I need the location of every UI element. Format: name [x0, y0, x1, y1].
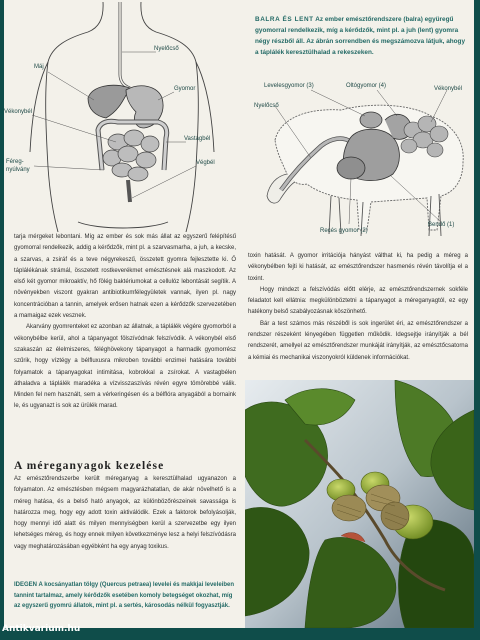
label-esophagus: Nyelőcső	[154, 46, 179, 52]
label-rectum: Végbél	[196, 160, 215, 166]
sheep-caption	[255, 14, 467, 58]
sheep-digestive-diagram	[251, 80, 473, 240]
left-paragraph-2: Akarvány gyomrenteket ez azonban az állatnak, a táplálék végére gyomorból a vékonybélbe kerül, ahol a tápanyagot fölszívódnak felszívódik. A vékonybél első szakaszán az élelmiszeres, féléghövekony tápanyagot a harmadik gyomorrész szűrik, hogy víztégy a bélfluxusra mikroben további enzimei hatására további folyamatok a tápanyagokat intimitása, kobrokkal a zsírokat. A vastagbélen áthaladva a táplálék maradéka a vízvisszaszívás révén egyre tömörebbé válik. Minden fel nem használt, sem a vérkeringésen és a bélflóra anyagából a bornaink le, és ugyanazt is sok az ürülék marad.	[14, 324, 236, 410]
right-paragraph-1: toxin hatását. A gyomor irritációja hányást válthat ki, ha pedig a méreg a vékonybélben fejti ki hatását, az emésztőrendszer hasmenés révén távolítja el a toxint.	[248, 253, 468, 282]
section-heading: A méreganyagok kezelése	[14, 460, 165, 472]
right-column-text	[248, 251, 468, 364]
label-liver: Máj	[34, 64, 44, 70]
label-sheep-esophagus: Nyelőcső	[254, 103, 279, 109]
label-stomach: Gyomor	[174, 86, 196, 92]
left-column-text	[14, 232, 236, 413]
label-reticulum: Recés gyomor (2)	[320, 228, 368, 234]
left-column-text-2	[14, 474, 236, 553]
label-large-intestine: Vastagbél	[184, 136, 211, 142]
oak-acorn-photo	[245, 380, 474, 628]
caption-text: Az ember emésztőrendszere (balra) együregű gyomorral rendelkezik, míg a kérődzők, mint pl. a juh (lent) gyomra négy részből áll. Az ábrán sorrendben és megszámozva látjuk, ahogy a táplálék keresztülhalad a rekeszeken.	[255, 16, 466, 56]
label-small-intestine: Vékonybél	[4, 109, 33, 115]
watermark: Antikvarium.hu	[2, 624, 81, 634]
human-digestive-diagram	[8, 2, 236, 232]
right-paragraph-3: Bár a test számos más részéből is sok ingerület éri, az emésztőrendszer a rendszer részeként lényegében független működik. Idegsejtje irányítják a bél rendszerét, amellyel az emésztőrendszer munkáját irányítják, az emésztőcsatorna a kémiai és mechanikai viszonyokról küldenek információkat.	[248, 320, 468, 361]
label-sheep-small-intestine: Vékonybél	[434, 86, 463, 92]
label-appendix: Féreg- nyúlvány	[6, 159, 30, 173]
book-page	[4, 0, 474, 628]
left-paragraph-3: Az emésztőrendszerbe került méreganyag a keresztülhalad ugyanazon a folyamaton. Az emésztésben mégsem magyarázhatatlan, de akár növelhető is a méreg hatása, és a belső ható anyagok, az különbözőrészeinek savassága is határozza meg, hogy egy adott toxin aktiválódik. Ezek a faktorok befolyásolják, hogy mennyi idő alatt és milyen mennyiségben kerül a szervezetbe egy ilyen lehetséges méreg, és hogy ennek milyen következménye lesz a helyi felszívódásra vagy meghatározásában egyébként ha egy anyag toxikus.	[14, 476, 236, 550]
oak-caption: IDEGEN A kocsányatlan tölgy (Quercus petraea) levelei és makkjai leveleiben tannint tartalmaz, amely kérődzők esetében komoly betegséget okozhat, míg az egyszerű gyomrú állatok, mint pl. a sertés, károsodás nélkül fogyasztják.	[14, 582, 234, 609]
left-paragraph-1: tarja mérgeket lebontani. Míg az ember és sok más állat az egyszerű felépítésű gyomorral rendelkezik, addig a kérődzők, mint pl. a szarvasmarha, a juh, a kecske, a szarvas, a zsiráf és a teve négyrekeszű, összetett gyomra fejlesztette ki. Ő táplálékának strámál, összetett rostkeverékmet emésztésnek alá maszkodott. Az első két gyomor mikroaktív, hő fölég baktériumokat a cellulóz lebontását segítik. A növényekben viszont gyakran antibiotikumfélegyületek vannak, ilyen pl. nagy koncentrációban a tannin, amelyek erősen hatnak ezen a kérődzők szervezetében a mamaigaz ezek vesznek.	[14, 234, 236, 320]
label-omasum: Levelesgyomor (3)	[264, 83, 314, 89]
right-paragraph-2: Hogy mindezt a felszívódás előtt elérje, az emésztőrendszernek sokféle feladatot kell ellátnia: megkülönböztetni a tápanyagot a méreganyagtól, ez egy hatékony belső szabályozásnak köszönhető.	[248, 286, 468, 316]
caption-lead: BALRA ÉS LENT	[255, 16, 314, 23]
label-abomasum: Oltógyomor (4)	[346, 83, 387, 89]
label-rumen: Bendő (1)	[428, 222, 455, 228]
